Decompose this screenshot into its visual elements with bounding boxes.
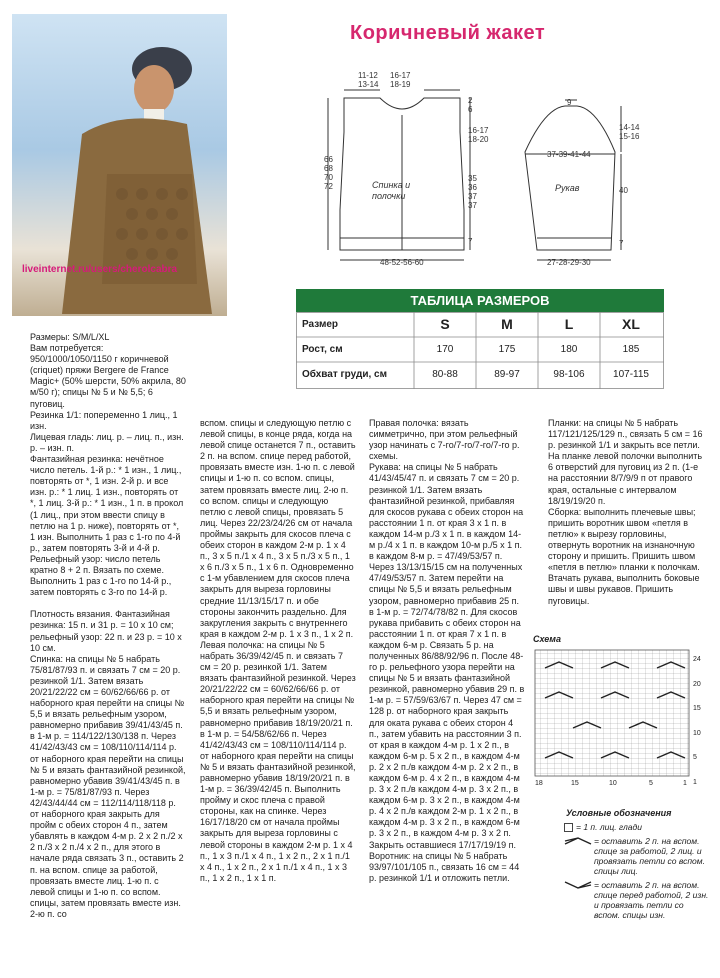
stitch-number: 5 [649, 780, 653, 787]
size-col-xl: XL [622, 316, 640, 332]
cell: 98-106 [553, 369, 585, 380]
sleeve-bottom-label: 27-28-29-30 [547, 258, 591, 267]
label-line: 14-14 [619, 123, 640, 132]
body-neck-depth-label [468, 96, 472, 114]
body-center-label: Спинка и полочки [372, 180, 411, 201]
row-number: 1 [693, 778, 697, 786]
label-line: 11-12 [358, 71, 378, 80]
label-line: 13-14 [358, 80, 379, 89]
instructions-column-1: Размеры: S/M/L/XL Вам потребуется: 950/1000/1050/1150 г коричневой (criquet) пряжи Bergere de France Magic+ (50% шерсти, 50% акрила, 80 м/50 г); спицы № 5 и № 5,5; 6 пуговиц. Резинка 1/1: попеременно 1 лиц., 1 изн. Лицевая гладь: лиц. р. – лиц. п., изн. р. – изн. п. Фантазийная резинка: нечётное число петель. 1-й р.: * 1 изн., 1 лиц., повторять от *, 1 изн. 2-й р. и все изн. р.: * 1 лиц. 1 изн., повторять от *, 1 лиц. 3-й р.: * 1 изн., 1 п. в прокол (1 лиц., при этом ввести спицу в петлю на 1 р. ниже), повторять от *, 1 изн. Выполнить 1 раз с 1-го по 4-й р., затем повторять 3-й и 4-й р. Рельефный узор: число петель кратно 8 + 2 п. Вязать по схеме. Выполнить 1 раз с 1-го по 14-й р., затем повторять с 3-го по 14-й р. Плотность вязания. Фантазийная резинка: 15 п. и 31 р. = 10 х 10 см; рельефный узор: 22 п. и 23 р. = 10 х 10 см. Спинка: на спицы № 5 набрать 75/81/87/93 п. и связать 7 см = 20 р. резинкой 1/1. Затем вязать 20/21/22/22 см = 60/62/66/66 р. от наборного края перейти на спицы № 5,5 и вязать рельефным узором, равномерно прибавив 39/41/43/45 п. в 1-м р. = 114/122/130/138 п. Через 41/42/43/43 см = 108/110/114/114 р. от наборного края перейти на спицы № 5 и вязать фантазийной резинкой, равномерно убавив 39/41/43/45 п. в 1-м р. = 75/81/87/93 п. Через 42/43/44/44 см = 112/114/118/118 р. от наборного края закрыть для пройм с обеих сторон 4 п., затем убавлять в каждом 4-м р. 2 х 2 п./2 х 2 п./3 х 2 п./4 х 2 п., для этого в начале ряда связать 3 п., оставить 2 п. на вспом. спице за работой, провязать вместе лиц. 1-ю п. с левой спицы и 1-ю п. со вспом. спицы, затем провязать вместе изн. 2-ю п. со [30, 332, 186, 919]
stitch-number: 1 [683, 780, 687, 787]
label-line: 15-16 [619, 132, 640, 141]
label-line: 6 [468, 105, 473, 114]
legend [564, 822, 710, 924]
sweater-photo [12, 14, 227, 316]
body-neck-label [390, 71, 410, 89]
label-line: 70 [324, 173, 333, 182]
stitch-number: 10 [609, 780, 617, 787]
body-width-label: 48-52-56-60 [380, 258, 424, 267]
label-line: 16-17 [390, 71, 411, 80]
row-number: 15 [693, 705, 701, 712]
table-row [296, 362, 664, 387]
label-line: 16-17 [468, 126, 489, 135]
cell: 107-115 [613, 369, 649, 380]
schema-grid [533, 648, 708, 796]
legend-item [564, 822, 710, 836]
legend-text: = оставить 2 п. на вспом. спице перед работой, 2 изн. и провязать петли со вспом. спицы изн. [594, 880, 709, 920]
label-line: 72 [324, 182, 333, 191]
cable-left-icon [564, 881, 592, 889]
body-rib-label: 7 [468, 237, 473, 246]
row-number: 10 [693, 729, 701, 737]
cell: 185 [622, 344, 640, 355]
size-table-heading: ТАБЛИЦА РАЗМЕРОВ [296, 289, 664, 312]
row-label: Рост, см [302, 344, 343, 355]
sleeve-rib-label: 7 [619, 239, 624, 248]
instructions-column-4: Планки: на спицы № 5 набрать 117/121/125/129 п., связать 5 см = 16 р. резинкой 1/1 и закрыть все петли. На планке левой полочки выполнить 6 отверстий для пуговиц из 2 п. (1-е на расстоянии 8/7/9/9 п от правого края, остальные с интервалом 18/19/19/20 п. Сборка: выполнить плечевые швы; пришить воротник швом «петля в петлю» к вырезу горловины, отвернуть воротник на изнаночную сторону и пришить. Пришить швом «петля в петлю» планки к полочкам. Втачать рукава, выполнить боковые швы и швы рукавов. Пришить пуговицы. [548, 418, 703, 606]
label-line: 18-20 [468, 135, 489, 144]
label-line: 2 [468, 96, 473, 105]
sleeve-width-label: 37-39-41-44 [547, 150, 591, 159]
sleeve-diagram [515, 92, 665, 272]
size-table-header-row [296, 312, 664, 337]
row-label: Обхват груди, см [302, 369, 387, 380]
instructions-column-3: Правая полочка: вязать симметрично, при этом рельефный узор начинать с 7-го/7-го/7-го/7-го р. схемы. Рукава: на спицы № 5 набрать 41/43/45/47 п. и связать 7 см = 20 р. резинкой 1/1. Затем вязать фантазийной резинкой, прибавляя для скосов рукава с обеих сторон на расстоянии 1 п. от края 3 х 1 п. в каждом 14-м р./3 х 1 п. в каждом 14-м р./4 х 1 п. в каждом 10-м р./5 х 1 п. в каждом 8-м р. = 47/49/53/57 п. Через 13/13/15/15 см на полученных 47/49/53/57 п. Затем перейти на спицы № 5,5 и вязать рельефным узором, равномерно прибавив 25 п. в 1-м р. = 72/74/78/82 п. Для скосов рукава прибавить с обеих сторон на расстоянии 1 п. от края 7 х 1 п. в каждом 6-м р. Связать 5 р. на полученных 86/88/92/96 п. После 48-го р. рельефного узора перейти на спицы № 5 и вязать фантазийной резинкой, равномерно убавив 29 п. в 1-м р. = 57/59/63/67 п. Через 47 см = 128 р. от наборного края закрыть для оката рукава с обеих сторон 4 п., затем убавить на расстоянии 3 п. от края в каждом 4-м р. 1 х 2 п., в каждом 6-м р. 5 х 2 п., в каждом 4-м р. 2 х 2 п./в каждом 4-м р. 2 х 2 п., в каждом 6-м р. 4 х 2 п., в каждом 4-м р. 3 х 2 п./в каждом 4-м р. 3 х 2 п., в каждом 6-м р. 3 х 2 п., в каждом 4-м р. 4 х 2 п./в каждом 2-м р. 1 х 2 п., в каждом 4-м р. 3 х 2 п., в каждом 6-м р. 3 х 2 п., в каждом 4-м р. 3 х 2 п. Закрыть оставшиеся 17/17/19/19 п. Воротник: на спицы № 5 набрать 93/97/101/105 п., связать 16 см = 44 р. резинкой 1/1 и отложить петли. [369, 418, 525, 883]
body-shoulder-label [358, 71, 378, 89]
size-col-s: S [440, 316, 450, 332]
legend-item [564, 880, 710, 924]
instructions-column-2: вспом. спицы и следующую петлю с левой спицы, в конце ряда, когда на левой спице останется 7 п., оставить 2 п. на вспом. спице перед работой, провязать вместе изн. 1-ю п. с левой спицы и 1-ю п. со вспом. спицы, затем провязать вместе лиц. 2-ю п. со вспом. спицы и следующую петлю с левой спицы, провязать 5 лиц. Через 22/23/24/26 см от начала проймы закрыть для скосов плеча с обеих сторон в каждом 2-м р. 1 х 4 п., 3 х 5 п./1 х 4 п., 3 х 5 п./3 х 5 п., 1 х 6 п./3 х 5 п., 1 х 6 п. Одновременно с 1-м убавлением для скосов плеча закрыть для выреза горловины средние 11/13/15/17 п. и обе стороны закончить раздельно. Для закругления закрыть с внутреннего края в каждом 2-м р. 1 х 3 п., 1 х 2 п. Левая полочка: на спицы № 5 набрать 36/39/42/45 п. и связать 7 см = 20 р. резинкой 1/1. Затем вязать фантазийной резинкой. Через 20/21/22/22 см = 60/62/66/66 р. от наборного края перейти на спицы № 5,5 и вязать рельефным узором, равномерно прибавив 18/19/20/21 п. в 1-м р. = 54/58/62/66 п. Через 41/42/43/43 см = 108/110/114/114 р. от наборного края перейти на спицы № 5 и вязать фантазийной резинкой, равномерно убавив 18/19/20/21 п. в 1-м р. = 36/39/42/45 п. Выполнить пройму и скос плеча с правой стороны, как на спинке. Через 16/17/18/20 см от начала проймы закрыть для выреза горловины с левой стороны в каждом 2-м р. 1 х 4 п., 1 х 3 п./1 х 4 п., 1 х 2 п., 2 х 1 п./1 х 4 п., 1 х 2 п., 2 х 1 п./1 х 4 п., 1 х 3 п., 1 х 2 п., 1 х 1 п. [200, 418, 356, 883]
row-number: 20 [693, 680, 701, 688]
body-side-label [468, 174, 477, 210]
schema-row-numbers [693, 648, 701, 795]
stitch-number: 18 [535, 780, 543, 787]
size-col-m: M [501, 316, 513, 332]
size-table [296, 289, 664, 389]
label-line: 35 [468, 174, 477, 183]
body-diagram [320, 60, 489, 270]
body-length-label [324, 155, 333, 191]
sleeve-center-label: Рукав [555, 183, 580, 193]
cable-right-icon [564, 837, 592, 845]
legend-title: Условные обозначения [566, 808, 672, 818]
cell: 170 [436, 344, 454, 355]
sleeve-length-label: 40 [619, 186, 628, 195]
photo-watermark: liveinternet.ru/users/cherolcabra [22, 264, 178, 275]
size-col-l: L [564, 316, 574, 332]
legend-text: = 1 п. лиц. глади [576, 822, 642, 832]
row-number: 24 [693, 656, 701, 663]
page-title: Коричневый жакет [350, 22, 546, 44]
cell: 80-88 [432, 369, 458, 380]
label-line: 36 [468, 183, 477, 192]
cell: 175 [498, 344, 516, 355]
sleeve-top-label: 9 [567, 98, 572, 107]
cell: 180 [560, 344, 578, 355]
label-line: 68 [324, 164, 333, 173]
row-number: 5 [693, 754, 697, 761]
legend-text: = оставить 2 п. на вспом. спице за работой, 2 лиц. и провязать петли со вспом. спицы лиц. [594, 836, 705, 876]
legend-item [564, 836, 710, 880]
size-col-header: Размер [302, 319, 339, 330]
label-line: 37 [468, 201, 477, 210]
empty-square-icon [564, 823, 573, 832]
sleeve-cap-label [619, 123, 639, 141]
label-line: 18-19 [390, 80, 411, 89]
cell: 89-97 [494, 369, 520, 380]
table-row [296, 337, 664, 362]
stitch-number: 15 [571, 780, 579, 787]
body-armhole-label [468, 126, 488, 144]
label-line: 37 [468, 192, 477, 201]
schema-title: Схема [533, 634, 561, 644]
label-line: 66 [324, 155, 333, 164]
